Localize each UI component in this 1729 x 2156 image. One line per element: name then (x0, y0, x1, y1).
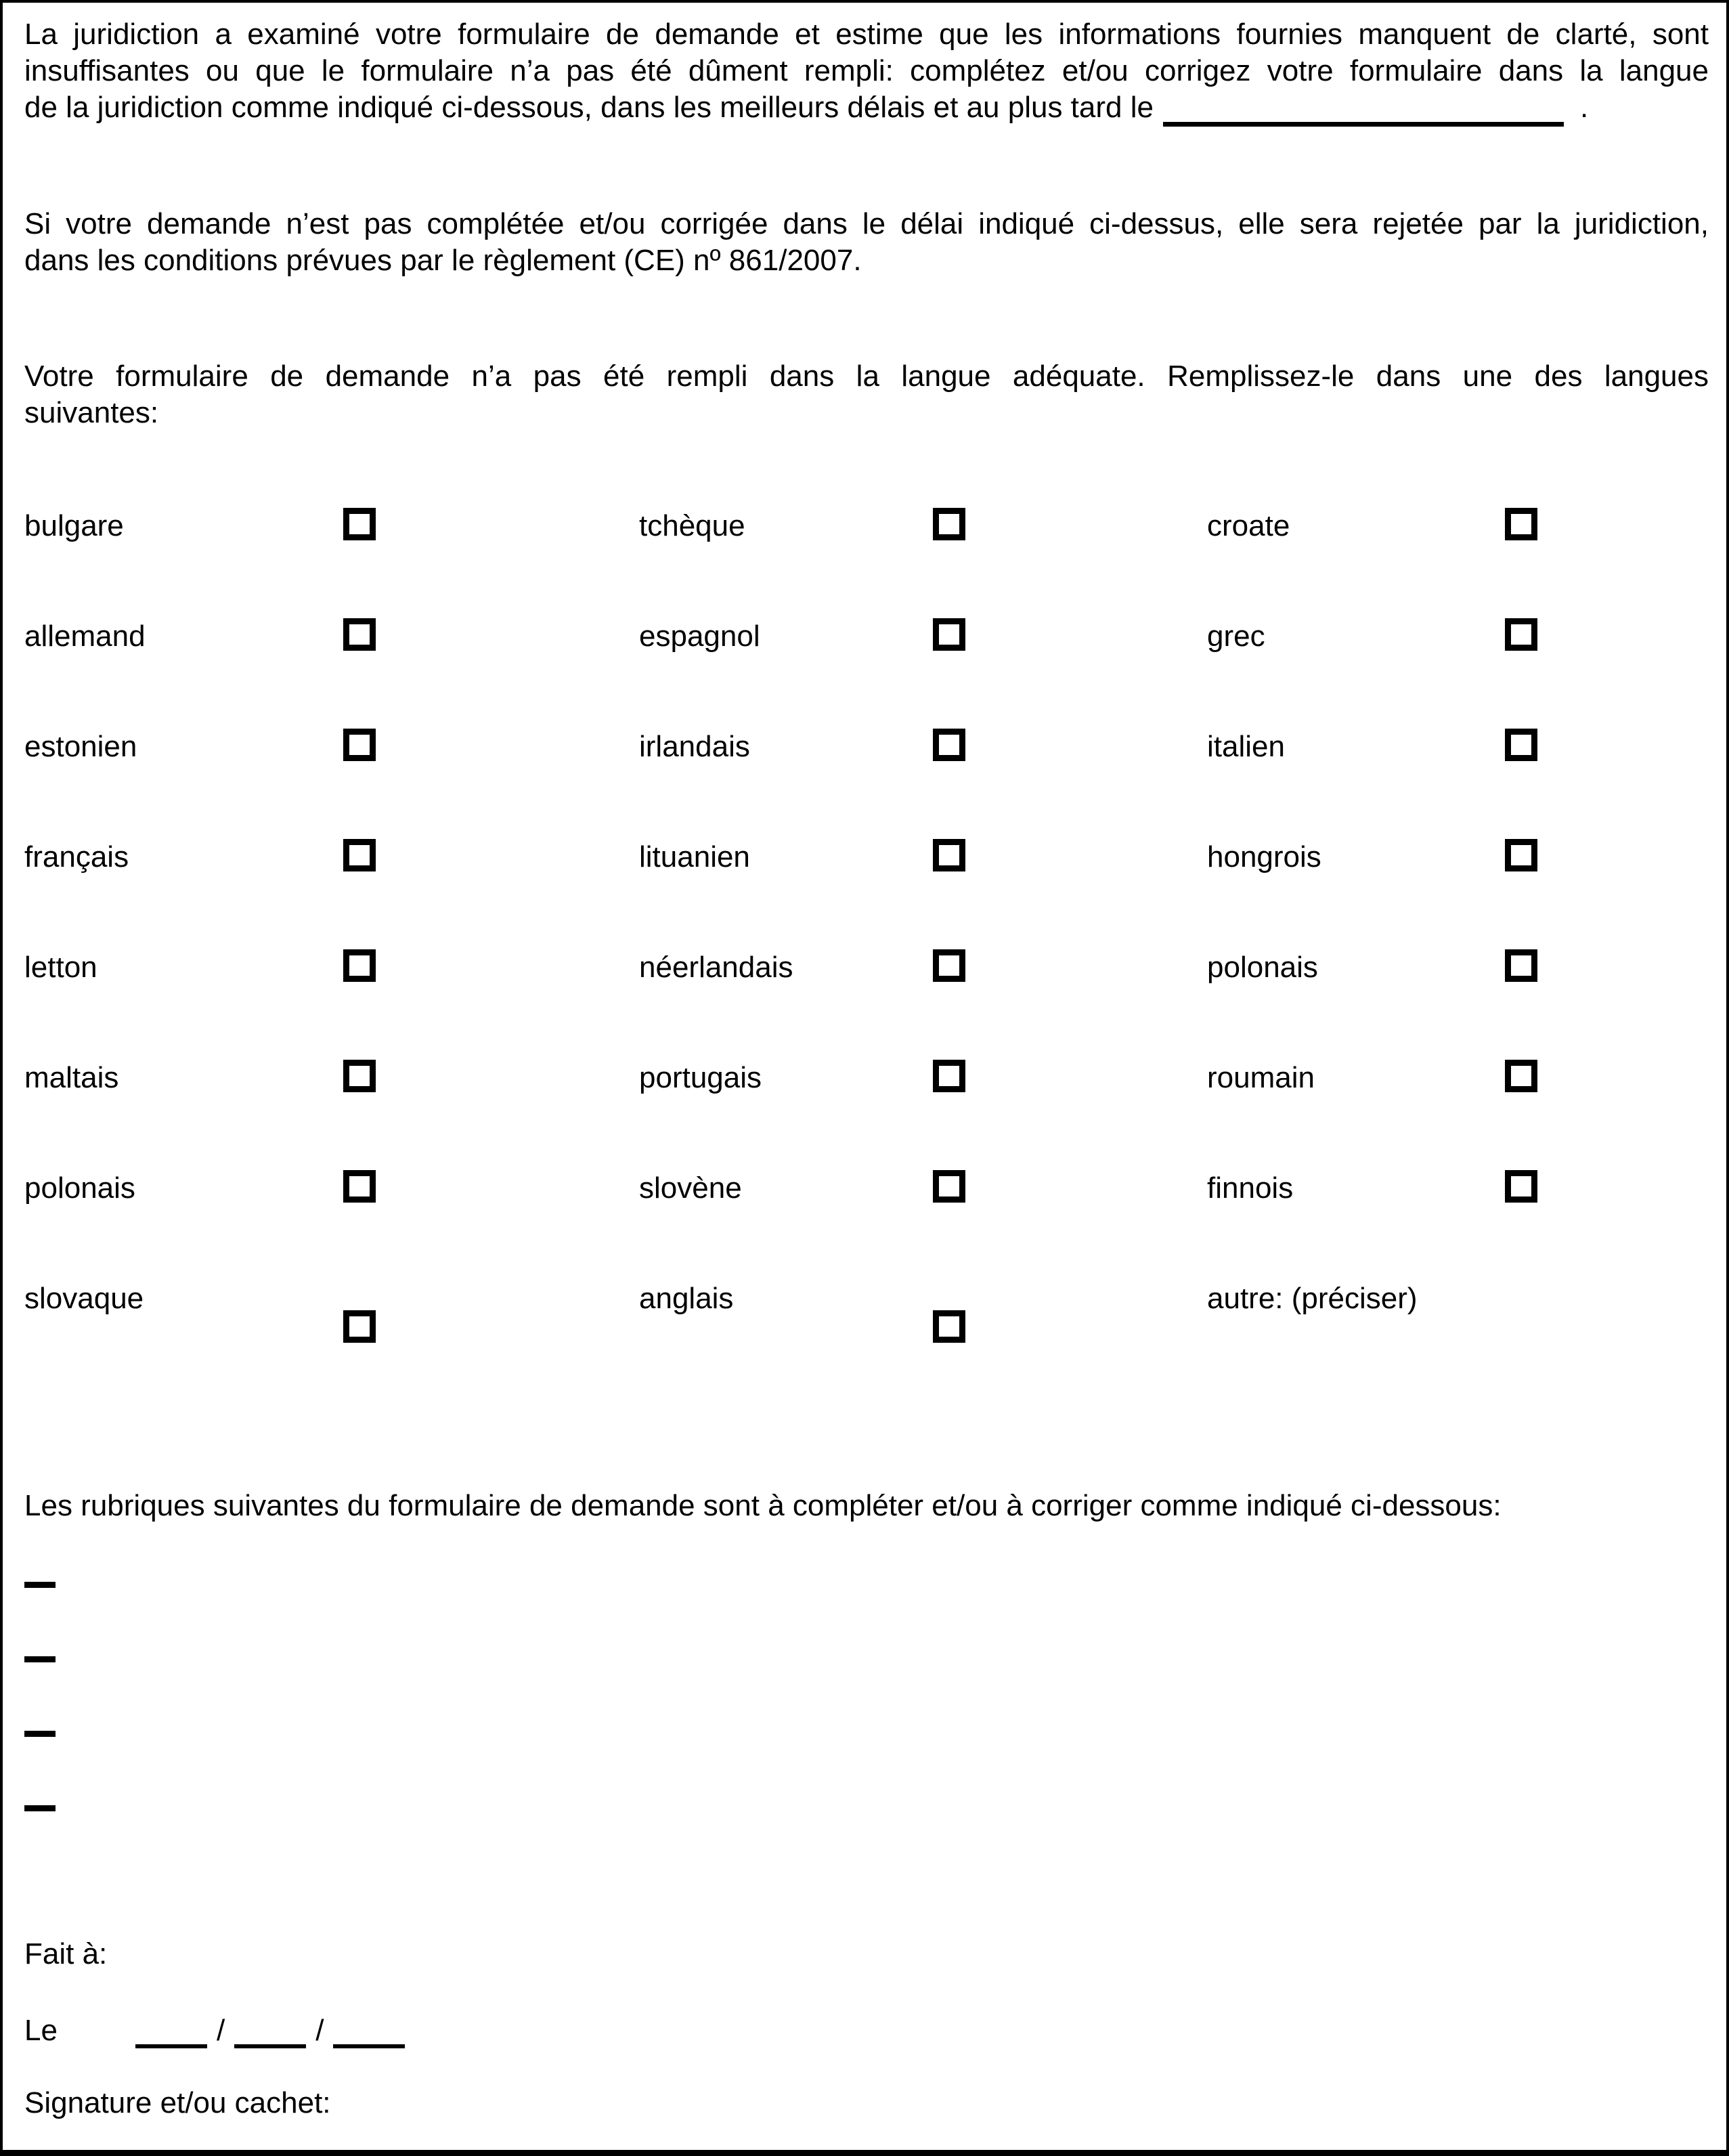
deadline-text: de la juridiction comme indiqué ci-dessous, dans les meilleurs délais et au plus tard le (24, 91, 1154, 124)
language-label-tchèque: tchèque (639, 509, 745, 542)
paragraph-language-instruction (24, 358, 1709, 431)
checkbox-polonais[interactable] (343, 1170, 376, 1203)
language-row (24, 1060, 1709, 1170)
checkbox-polonais[interactable] (1505, 949, 1537, 982)
date-separator: / (315, 2014, 324, 2047)
signature-label: Signature et/ou cachet: (24, 2086, 331, 2119)
deadline-date-blank-field[interactable] (1163, 99, 1564, 127)
checkbox-croate[interactable] (1505, 508, 1537, 540)
text-line: suivantes: (24, 396, 159, 429)
date-separator: / (216, 2014, 225, 2047)
language-label-néerlandais: néerlandais (639, 951, 793, 984)
correction-blank-line[interactable] (24, 1731, 56, 1737)
checkbox-maltais[interactable] (343, 1060, 376, 1092)
date-month-blank-field[interactable] (234, 2024, 306, 2048)
language-label-croate: croate (1207, 509, 1290, 542)
checkbox-portugais[interactable] (933, 1060, 965, 1092)
fait-a-label: Fait à: (24, 1937, 108, 1970)
language-row (24, 729, 1709, 839)
checkbox-espagnol[interactable] (933, 618, 965, 651)
language-row (24, 949, 1709, 1060)
checkbox-slovène[interactable] (933, 1170, 965, 1203)
language-label-estonien: estonien (24, 730, 137, 763)
language-label-slovaque: slovaque (24, 1282, 144, 1315)
checkbox-hongrois[interactable] (1505, 839, 1537, 871)
checkbox-grec[interactable] (1505, 618, 1537, 651)
date-line (24, 2012, 1709, 2049)
checkbox-lituanien[interactable] (933, 839, 965, 871)
language-label-slovène: slovène (639, 1171, 742, 1205)
correction-blank-line[interactable] (24, 1656, 56, 1662)
language-label-lituanien: lituanien (639, 840, 750, 874)
correction-blank-line[interactable] (24, 1582, 56, 1588)
checkbox-slovaque[interactable] (343, 1310, 376, 1343)
language-label-allemand: allemand (24, 620, 146, 653)
checkbox-letton[interactable] (343, 949, 376, 982)
language-label-hongrois: hongrois (1207, 840, 1321, 874)
checkbox-roumain[interactable] (1505, 1060, 1537, 1092)
correction-lines (24, 1582, 1709, 1811)
checkbox-bulgare[interactable] (343, 508, 376, 540)
text-line: La juridiction a examiné votre formulaire de demande et estime que les informations fournies manquent de clarté, sont (24, 18, 1709, 51)
checkbox-français[interactable] (343, 839, 376, 871)
language-row (24, 1280, 1709, 1362)
paragraph-language-lines (24, 358, 1709, 431)
rubriques-instruction: Les rubriques suivantes du formulaire de demande sont à compléter et/ou à corriger comme indiqué ci-dessous: (24, 1489, 1502, 1522)
language-label-maltais: maltais (24, 1061, 119, 1094)
paragraph-deadline-line3 (24, 89, 1709, 127)
paragraph-deadline-lines (24, 16, 1709, 89)
text-line: Si votre demande n’est pas complétée et/ou corrigée dans le délai indiqué ci-dessus, elle sera rejetée par la juridiction, (24, 207, 1709, 240)
date-year-blank-field[interactable] (333, 2024, 405, 2048)
checkbox-finnois[interactable] (1505, 1170, 1537, 1203)
text-line: Votre formulaire de demande n’a pas été rempli dans la langue adéquate. Remplissez-le dans une des langues (24, 360, 1709, 393)
checkbox-allemand[interactable] (343, 618, 376, 651)
language-label-italien: italien (1207, 730, 1285, 763)
language-label-espagnol: espagnol (639, 620, 760, 653)
checkbox-estonien[interactable] (343, 729, 376, 761)
language-row (24, 839, 1709, 949)
checkbox-italien[interactable] (1505, 729, 1537, 761)
language-label-grec: grec (1207, 620, 1265, 653)
correction-blank-line[interactable] (24, 1805, 56, 1811)
language-label-finnois: finnois (1207, 1171, 1294, 1205)
language-label-irlandais: irlandais (639, 730, 750, 763)
paragraph-deadline (24, 16, 1709, 127)
checkbox-anglais[interactable] (933, 1310, 965, 1343)
text-line: dans les conditions prévues par le règlement (CE) nº 861/2007. (24, 244, 862, 277)
language-label-anglais: anglais (639, 1282, 734, 1315)
checkbox-irlandais[interactable] (933, 729, 965, 761)
language-label-polonais: polonais (24, 1171, 135, 1205)
paragraph-rejection-warning (24, 206, 1709, 279)
language-row (24, 618, 1709, 729)
language-label-letton: letton (24, 951, 97, 984)
language-label-portugais: portugais (639, 1061, 762, 1094)
language-label-roumain: roumain (1207, 1061, 1315, 1094)
language-label-français: français (24, 840, 129, 874)
language-row (24, 1170, 1709, 1280)
paragraph-rejection-lines (24, 206, 1709, 279)
language-checkbox-grid (24, 508, 1709, 1362)
date-day-blank-field[interactable] (135, 2024, 207, 2048)
checkbox-néerlandais[interactable] (933, 949, 965, 982)
deadline-period: . (1579, 91, 1589, 124)
language-label-bulgare: bulgare (24, 509, 124, 542)
text-line: insuffisantes ou que le formulaire n’a pas été dûment rempli: complétez et/ou corrigez votre formulaire dans la langue (24, 54, 1709, 87)
checkbox-tchèque[interactable] (933, 508, 965, 540)
le-label: Le (24, 2014, 58, 2047)
language-label-autre-préciser-: autre: (préciser) (1207, 1282, 1418, 1315)
language-label-polonais: polonais (1207, 951, 1318, 984)
language-row (24, 508, 1709, 618)
